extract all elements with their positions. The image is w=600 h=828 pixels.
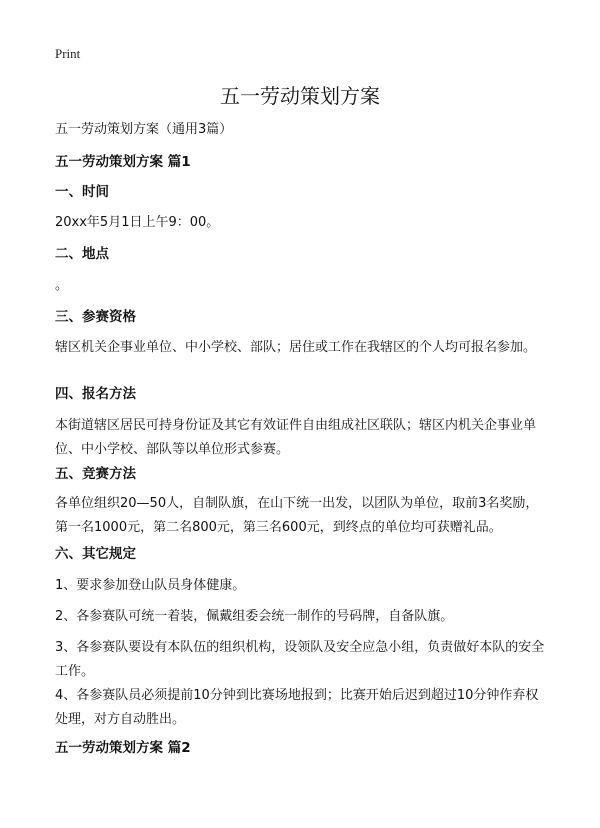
heading-qualification: 三、参赛资格 [55,309,136,325]
section-heading-1: 五一劳动策划方案 篇1 [55,154,191,170]
print-link[interactable]: Print [55,46,81,61]
heading-signup: 四、报名方法 [55,386,136,402]
heading-place: 二、地点 [55,246,109,262]
rule-item-1: 1、要求参加登山队员身体健康。 [55,578,246,593]
signup-text: 本街道辖区居民可持身份证及其它有效证件自由组成社区联队；辖区内机关企事业单位、中小学校、部队等以单位形式参赛。 [55,418,537,457]
section-heading-2: 五一劳动策划方案 篇2 [55,740,191,756]
heading-method: 五、竞赛方法 [55,466,136,482]
rule-item-3: 3、各参赛队要设有本队伍的组织机构，设领队及安全应急小组，负责做好本队的安全工作。 [55,640,545,679]
time-text: 20xx年5月1日上午9：00。 [55,215,220,230]
place-text: 。 [55,278,69,293]
page-title: 五一劳动策划方案 [220,84,380,108]
rule-item-4: 4、各参赛队员必须提前10分钟到比赛场地报到；比赛开始后迟到超过10分钟作弃权处理，对方自动胜出。 [55,688,539,727]
qualification-text: 辖区机关企事业单位、中小学校、部队；居住或工作在我辖区的个人均可报名参加。 [55,340,537,355]
heading-time: 一、时间 [55,184,109,200]
method-text: 各单位组织20—50人，自制队旗，在山下统一出发，以团队为单位，取前3名奖励，第一名1000元，第二名800元，第三名600元，到终点的单位均可获赠礼品。 [55,496,539,535]
heading-other-rules: 六、其它规定 [55,546,136,562]
document-subtitle: 五一劳动策划方案（通用3篇） [55,122,233,137]
rule-item-2: 2、各参赛队可统一着装，佩戴组委会统一制作的号码牌，自备队旗。 [55,609,454,624]
